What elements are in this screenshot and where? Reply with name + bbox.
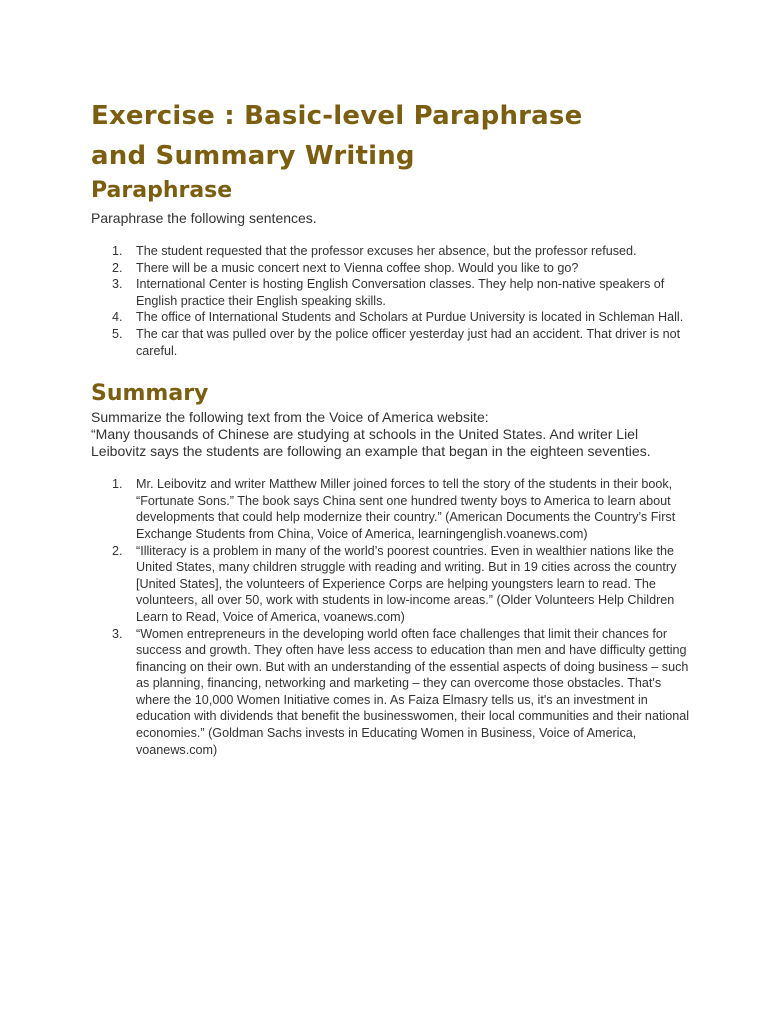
list-number: 4. — [112, 310, 123, 325]
list-item — [91, 326, 691, 359]
list-item — [91, 309, 691, 326]
title-line-1: Exercise : Basic-level Paraphrase — [91, 101, 583, 131]
paraphrase-intro: Paraphrase the following sentences. — [91, 210, 317, 226]
list-item — [91, 626, 691, 759]
list-number: 1. — [112, 477, 123, 492]
summary-quote: “Many thousands of Chinese are studying at schools in the United States. And writer Liel Leibovitz says the students are following an example that began in the eighteen seventies. — [91, 426, 651, 460]
list-text: The student requested that the professor excuses her absence, but the professor refused. — [136, 244, 637, 258]
list-item — [91, 243, 691, 260]
list-number: 5. — [112, 326, 123, 341]
list-item — [91, 276, 691, 309]
list-number: 3. — [112, 277, 123, 292]
list-text: The car that was pulled over by the police officer yesterday just had an accident. That driver is not careful. — [136, 326, 681, 358]
list-text: There will be a music concert next to Vienna coffee shop. Would you like to go? — [136, 260, 579, 275]
list-item — [91, 476, 691, 542]
list-item — [91, 260, 691, 277]
title-line-2: and Summary Writing — [91, 141, 415, 171]
paraphrase-list — [91, 243, 691, 359]
paraphrase-heading: Paraphrase — [91, 178, 233, 203]
list-text: Mr. Leibovitz and writer Matthew Miller joined forces to tell the story of the students in their book, “Fortunate Sons.” The book says China sent one hundred twenty boys to America to learn about developments that could help modernize their country.” (American Documents the Country’s First Exchange Students from China, Voice of America, learningenglish.voanews.com) — [136, 477, 676, 541]
document-page — [91, 96, 691, 758]
list-text: The office of International Students and Scholars at Purdue University is located in Schleman Hall. — [136, 310, 684, 325]
list-number: 1. — [112, 244, 123, 258]
list-text: “Illiteracy is a problem in many of the world’s poorest countries. Even in wealthier nations like the United States, many children struggle with reading and writing. But in 19 cities across the country [United States], the volunteers of Experience Corps are helping youngsters learn to read. The volunteers, all over 50, work with students in low-income areas.” (Older Volunteers Help Children Learn to Read, Voice of America, voanews.com) — [136, 543, 677, 624]
list-number: 2. — [112, 260, 123, 275]
document-title — [91, 96, 691, 176]
summary-heading: Summary — [91, 381, 209, 407]
list-text: “Women entrepreneurs in the developing world often face challenges that limit their chances for success and growth. They often have less access to education than men and have difficulty getting financing on their own. But with an understanding of the essential aspects of doing business – such as planning, financing, networking and marketing – they can overcome those obstacles. That's where the 10,000 Women Initiative comes in. As Faiza Elmasry tells us, it's an investment in education with dividends that benefit the businesswomen, their local communities and their national economies.” (Goldman Sachs invests in Educating Women in Business, Voice of America, voanews.com) — [136, 626, 690, 757]
summary-list — [91, 476, 691, 758]
list-text: International Center is hosting English Conversation classes. They help non-native speakers of English practice their English speaking skills. — [136, 277, 665, 308]
list-number: 2. — [112, 543, 123, 558]
list-item — [91, 543, 691, 626]
summary-intro: Summarize the following text from the Voice of America website: — [91, 409, 489, 426]
list-number: 3. — [112, 626, 123, 641]
